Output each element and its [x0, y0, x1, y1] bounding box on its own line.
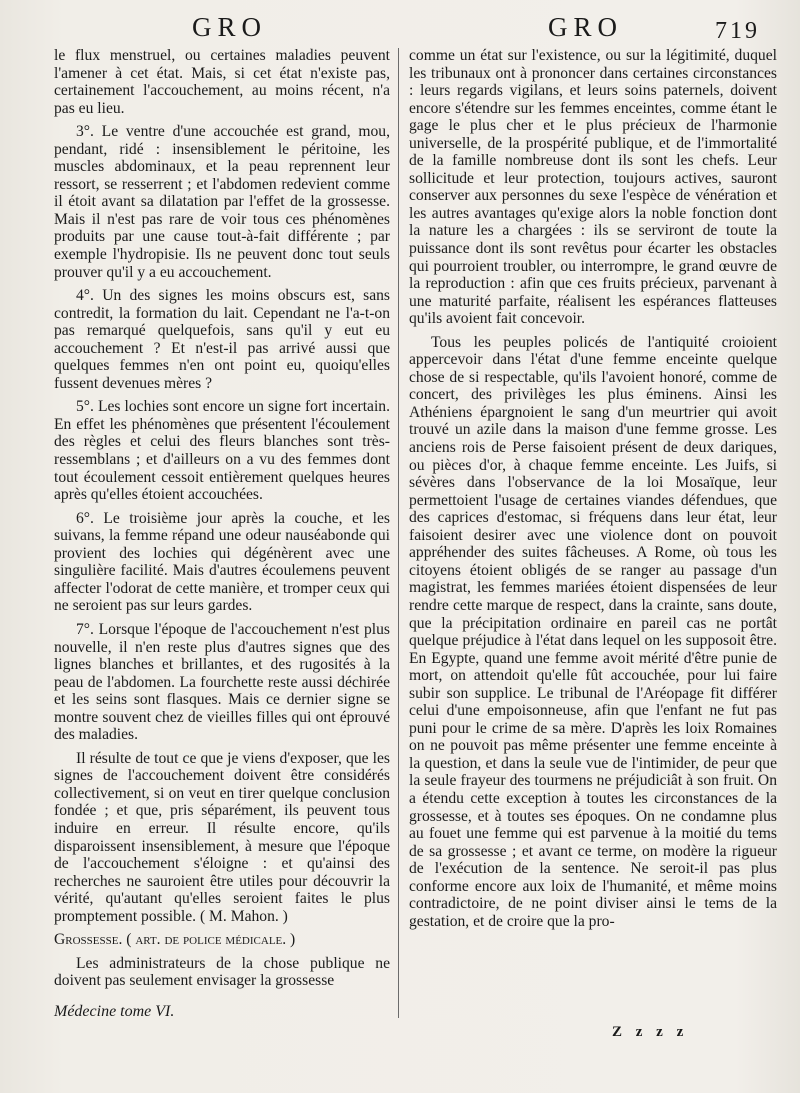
- paragraph: comme un état sur l'existence, ou sur la légitimité, duquel les tribunaux ont à prononcer dans certaines circonstances : leurs regards vigilans, et leurs soins paternels, doivent encore s'étendre sur les femmes enceintes, comme étant le gage le plus cher et le plus précieux de l'harmonie universelle, de la prospérité publique, et de l'immortalité de la famille nombreuse dont ils sont les chefs. Leur sollicitude et leur protection, toujours actives, sauront conserver aux personnes du sexe l'espèce de vénération et les autres avantages qu'exige alors la noble fonction dont la nature les a chargées : ils se serviront de toute la puissance dont ils sont revêtus pour écarter les obstacles qui pourroient troubler, ou interrompre, le grand œuvre de la reproduction : afin que ces fruits précieux, parvenant à une maturité parfaite, réalisent les espérances flatteuses qu'ils avoient fait concevoir.: [409, 47, 777, 328]
- left-column: [54, 47, 390, 996]
- page-number: 719: [715, 18, 760, 44]
- paragraph: le flux menstruel, ou certaines maladies peuvent l'amener à cet état. Mais, si cet état n'existe pas, certainement l'accouchement, au moins récent, n'a pas eu lieu.: [54, 47, 390, 117]
- running-header: [0, 10, 800, 50]
- running-head-left: GRO: [192, 12, 268, 42]
- paragraph: Il résulte de tout ce que je viens d'exposer, que les signes de l'accouchement doivent être considérés collectivement, si on veut en tirer quelque conclusion fondée ; et que, pris séparément, ils peuvent tous induire en erreur. Il résulte encore, qu'ils disparoissent insensiblement, à mesure que l'époque de l'accouchement s'éloigne : et qu'ainsi des recherches ne sauroient être utiles pour découvrir la vérité, qu'autant qu'elles seroient faites le plus promptement possible. ( M. Mahon. ): [54, 749, 390, 925]
- paragraph: Tous les peuples policés de l'antiquité croioient appercevoir dans l'état d'une femme enceinte quelque chose de si respectable, qu'ils l'avoient honoré, comme de concert, des privilèges les plus éminens. Ainsi les Athéniens épargnoient le sang d'un meurtrier qui avoit trouvé un azile dans la maison d'une femme grosse. Les anciens rois de Perse faisoient présent de deux dariques, ou pièces d'or, à chaque femme enceinte. Les Juifs, si sévères dans l'observance de la loi Mosaïque, leur permettoient l'usage de certaines viandes défendues, que des caprices d'estomac, si fréquens dans leur état, leur faisoient desirer avec une violence dont on pouvoit appréhender des suites fâcheuses. A Rome, où tous les citoyens étoient obligés de se ranger au passage d'un magistrat, les femmes mariées étoient dispensées de leur rendre cette marque de respect, dans la crainte, sans doute, que la précipitation ordinaire en pareil cas ne portât quelque préjudice à l'état dans lequel on les supposoit être. En Egypte, quand une femme avoit mérité d'être punie de mort, on attendoit qu'elle fût accouchée, pour lui faire subir son supplice. Le tribunal de l'Aréopage fit différer celui d'une empoisonneuse, afin que l'enfant ne fut pas puni pour le crime de sa mère. D'après les loix Romaines on ne pouvoit pas même présenter une femme enceinte à la question, et dans la seule vue de l'intimider, de peur que la seule frayeur des tourmens ne préjudiciât à son fruit. On a étendu cette exception à toutes les circonstances de la grossesse, et à toutes ses époques. On ne condamne plus au fouet une femme qui est parvenue à la moitié du tems de sa grossesse ; et avant ce terme, on modère la rigueur de l'exécution de la sentence. Ne seroit-il pas plus conforme encore aux loix de l'humanité, et même moins contradictoire, de ne point diviser ainsi le tems de la gestation, et de croire que la pro-: [409, 333, 777, 930]
- running-head-right: GRO: [548, 12, 624, 42]
- paragraph: Les administrateurs de la chose publique ne doivent pas seulement envisager la grossesse: [54, 954, 390, 990]
- volume-line: Médecine tome VI.: [54, 1003, 175, 1020]
- paragraph: 3°. Le ventre d'une accouchée est grand, mou, pendant, ridé : insensiblement le péritoine, les muscles abdominaux, et la peau reprennent leur ressort, se resserrent ; et l'abdomen redevient comme il étoit avant sa dilatation par l'effet de la grossesse. Mais il n'est pas rare de voir tous ces phénomènes produits par une cause tout-à-fait différente ; par exemple l'hydropisie. Ils ne peuvent donc tout seuls prouver qu'il y a eu accouchement.: [54, 123, 390, 281]
- right-column: [409, 47, 777, 936]
- paragraph: 7°. Lorsque l'époque de l'accouchement n'est plus nouvelle, il n'en reste plus d'autres signes que des lignes blanches et brillantes, et des rugosités à la peau de l'abdomen. La fourchette reste aussi déchirée et les seins sont flasques. Mais ce dernier signe se montre souvent chez de vieilles filles qui ont éprouvé des maladies.: [54, 620, 390, 744]
- paragraph: 4°. Un des signes les moins obscurs est, sans contredit, la formation du lait. Cependant ne l'a-t-on pas remarqué quelquefois, sans qu'il y eut eu accouchement ? Et n'est-il pas arrivé aussi que quelques femmes n'en ont point eu, quoiqu'elles fussent devenues mères ?: [54, 287, 390, 392]
- paragraph: 5°. Les lochies sont encore un signe fort incertain. En effet les phénomènes que présentent l'écoulement des règles et celui des fleurs blanches sont très-ressemblans ; et d'ailleurs on a vu des femmes dont tout écoulement cessoit entièrement quelques heures après qu'elles étoient accouchées.: [54, 398, 390, 504]
- signature-mark: Z z z z: [612, 1024, 689, 1040]
- entry-heading: Grossesse. ( art. de police médicale. ): [54, 931, 296, 949]
- column-divider: [398, 48, 399, 1018]
- paragraph: 6°. Le troisième jour après la couche, et les suivans, la femme répand une odeur nauséabonde qui provient des lochies qui dégénèrent avec une singulière facilité. Mais d'autres écoulemens peuvent affecter l'odorat de cette manière, et tromper ceux qui ne seroient pas sur leurs gardes.: [54, 509, 390, 615]
